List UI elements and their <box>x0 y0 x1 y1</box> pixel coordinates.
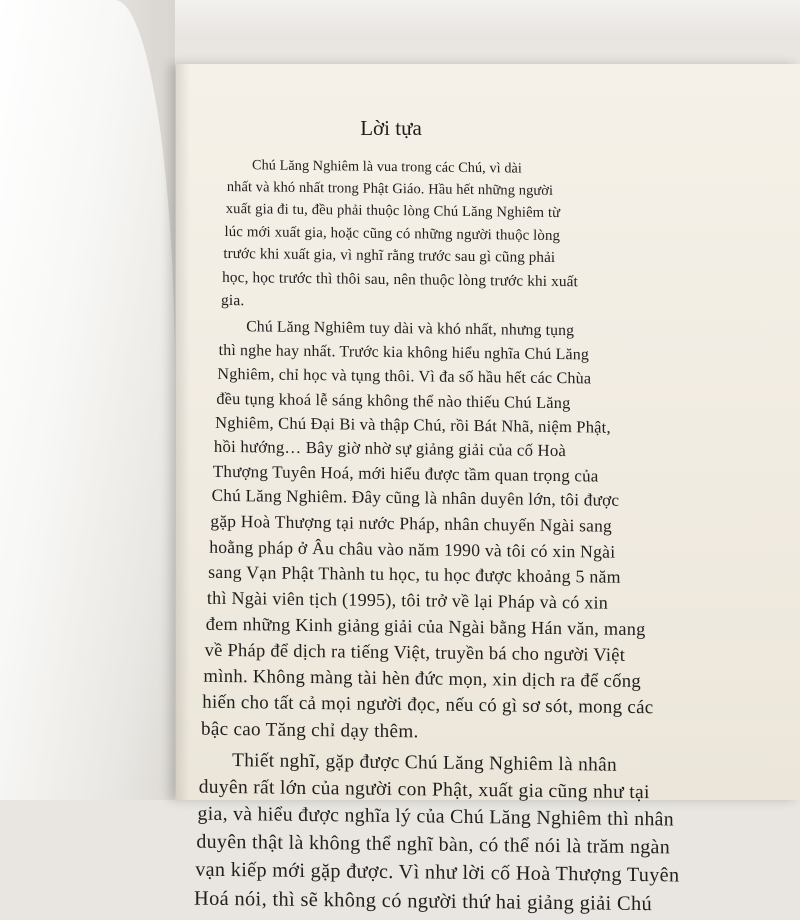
text-line: nhất và khó nhất trong Phật Giáo. Hầu hết những người <box>227 176 800 205</box>
text-line: hồi hướng… Bây giờ nhờ sự giảng giải của cố Hoà <box>214 435 800 467</box>
text-line: gia. <box>221 289 800 319</box>
facing-page-curl <box>0 0 175 800</box>
text-line: vạn kiếp mới gặp được. Vì như lời cố Hoà Thượng Tuyên <box>195 856 800 891</box>
text-line: Thượng Tuyên Hoá, mới hiểu được tầm quan trọng của <box>213 459 800 491</box>
text-line: bậc cao Tăng chỉ dạy thêm. <box>201 717 800 751</box>
text-line: duyên thật là không thể nghĩ bàn, có thể nói là trăm ngàn <box>196 828 800 863</box>
text-line: hoằng pháp ở Âu châu vào năm 1990 và tôi có xin Ngài <box>209 534 800 567</box>
text-line: xuất gia đi tu, đều phải thuộc lòng Chú Lăng Nghiêm từ <box>226 198 800 228</box>
text-line: đem những Kinh giảng giải của Ngài bằng Hán văn, mang <box>206 611 800 644</box>
text-line: trước khi xuất gia, vì nghĩ rằng trước sau gì cũng phải <box>223 243 800 273</box>
text-line: Chú Lăng Nghiêm tuy dài và khó nhất, nhưng tụng <box>246 316 800 346</box>
text-line: Nghiêm, Chú Đại Bi và thập Chú, rồi Bát Nhã, niệm Phật, <box>215 411 800 443</box>
text-line: lúc mới xuất gia, hoặc cũng có những người thuộc lòng <box>225 221 800 251</box>
body-text <box>228 154 800 920</box>
text-line: đều tụng khoá lễ sáng không thể nào thiếu Chú Lăng <box>216 386 800 417</box>
text-line: Hoá nói, thì sẽ không có người thứ hai giảng giải Chú <box>194 884 800 920</box>
text-line: thì Ngài viên tịch (1995), tôi trở về lại Pháp và có xin <box>207 585 800 618</box>
text-line: Chú Lăng Nghiêm là vua trong các Chú, vì dài <box>252 154 800 183</box>
text-line: gặp Hoà Thượng tại nước Pháp, nhân chuyến Ngài sang <box>210 509 800 542</box>
text-line: hiến cho tất cả mọi người đọc, nếu có gì sơ sót, mong các <box>202 690 800 724</box>
text-line: mình. Không màng tài hèn đức mọn, xin dịch ra để cống <box>203 663 800 697</box>
text-line: thì nghe hay nhất. Trước kia không hiểu nghĩa Chú Lăng <box>219 339 800 370</box>
book-page <box>176 64 800 800</box>
text-line: Chú Lăng Nghiêm. Đây cũng là nhân duyên lớn, tôi được <box>212 484 800 516</box>
text-line: duyên rất lớn của người con Phật, xuất gia cũng như tại <box>199 774 800 809</box>
text-line: sang Vạn Phật Thành tu học, tu học được khoảng 5 năm <box>208 560 800 593</box>
text-line: về Pháp để dịch ra tiếng Việt, truyền bá cho người Việt <box>205 637 800 671</box>
text-line: học, học trước thì thôi sau, nên thuộc lòng trước khi xuất <box>222 266 800 296</box>
page-title: Lời tựa <box>176 116 606 141</box>
text-line: Thiết nghĩ, gặp được Chú Lăng Nghiêm là nhân <box>232 747 800 781</box>
text-line: Nghiêm, chỉ học và tụng thôi. Vì đa số hầu hết các Chùa <box>217 363 800 394</box>
text-line: gia, và hiểu được nghĩa lý của Chú Lăng Nghiêm thì nhân <box>198 801 800 836</box>
